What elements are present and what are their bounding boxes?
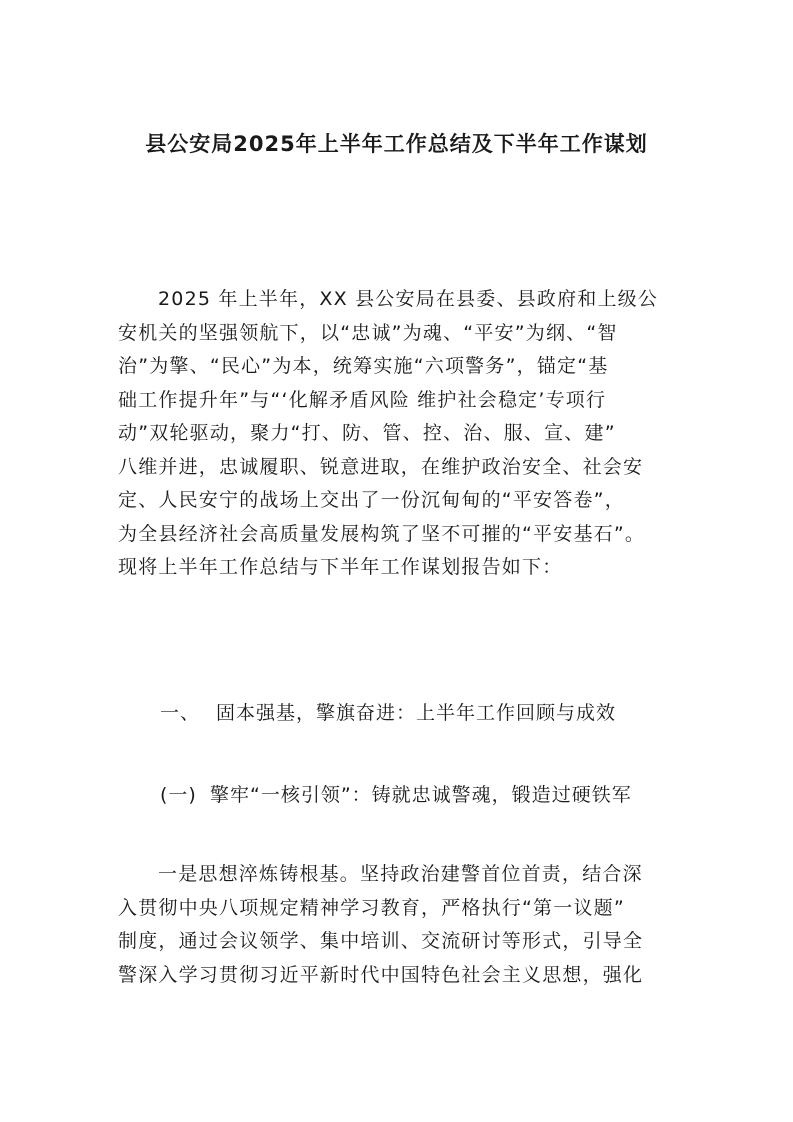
body-line: 警深入学习贯彻习近平新时代中国特色社会主义思想，强化 — [118, 963, 644, 986]
subsection-number: (一) — [160, 784, 197, 806]
document-title: 县公安局2025年上半年工作总结及下半年工作谋划 — [145, 132, 648, 156]
intro-line: 动”双轮驱动，聚力“打、防、管、控、治、服、宣、建” — [118, 422, 616, 444]
body-line: 入贯彻中央八项规定精神学习教育，严格执行“第一议题” — [118, 896, 625, 919]
intro-line: 现将上半年工作总结与下半年工作谋划报告如下： — [118, 556, 563, 578]
section-number: 一、 — [160, 702, 201, 724]
intro-paragraph — [118, 283, 678, 585]
section-heading — [160, 696, 616, 730]
intro-line: 础工作提升年”与“‘化解矛盾风险 维护社会稳定’专项行 — [118, 388, 607, 411]
intro-line: 安机关的坚强领航下，以“忠诚”为魂、“平安”为纲、“智 — [118, 321, 618, 344]
section-title: 固本强基，擎旗奋进：上半年工作回顾与成效 — [216, 702, 617, 724]
body-line: 制度，通过会议领学、集中培训、交流研讨等形式，引导全 — [118, 930, 644, 952]
body-paragraph — [118, 858, 678, 992]
intro-line: 治”为擎、“民心”为本，统筹实施“六项警务”，锚定“基 — [118, 355, 609, 377]
subsection-title: 擎牢“一核引领”：铸就忠诚警魂，锻造过硬铁军 — [210, 784, 632, 806]
intro-line: 八维并进，忠诚履职、锐意进取，在维护政治安全、社会安 — [118, 455, 644, 478]
subsection-heading — [160, 778, 632, 812]
intro-line: 定、人民安宁的战场上交出了一份沉甸甸的“平安答卷”， — [118, 489, 625, 511]
intro-line: 为全县经济社会高质量发展构筑了坚不可摧的“平安基石”。 — [118, 522, 646, 545]
body-line: 一是思想淬炼铸根基。坚持政治建警首位首责，结合深 — [158, 863, 643, 885]
intro-line: 2025 年上半年，XX 县公安局在县委、县政府和上级公 — [158, 288, 659, 310]
